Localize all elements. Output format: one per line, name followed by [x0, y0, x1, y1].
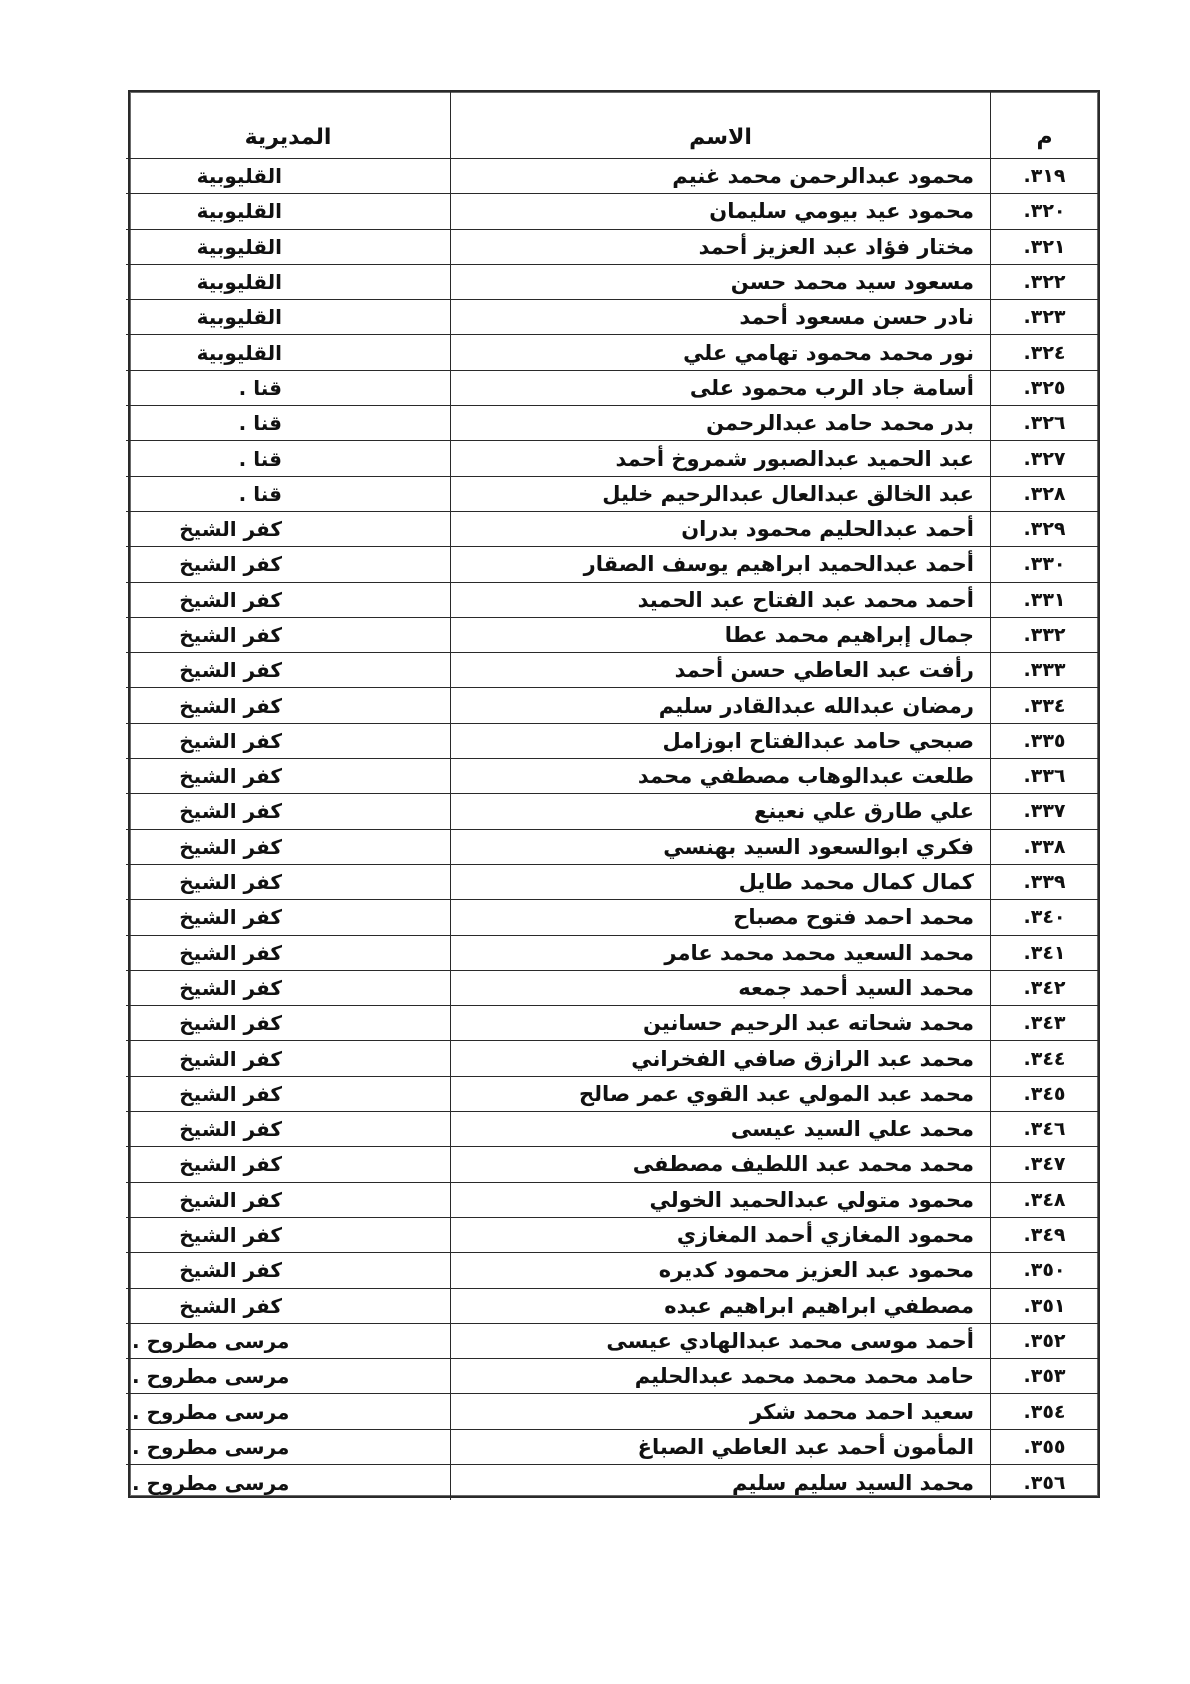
- directorate-name: كفر الشيخ: [179, 552, 282, 577]
- person-name: محمود عبدالرحمن محمد غنيم: [450, 159, 990, 194]
- row-number: ٣١٩.: [990, 159, 1098, 194]
- directorate-cell: [126, 936, 450, 971]
- directorate-name: مرسى مطروح .: [132, 1434, 290, 1459]
- directorate-cell: [126, 477, 450, 512]
- person-name: رأفت عبد العاطي حسن أحمد: [450, 653, 990, 688]
- directorate-cell: [126, 265, 450, 300]
- directorate-cell: [126, 1430, 450, 1465]
- person-name: أحمد محمد عبد الفتاح عبد الحميد: [450, 583, 990, 618]
- person-name: محمود عبد العزيز محمود كديره: [450, 1253, 990, 1288]
- row-number: ٣٢٠.: [990, 194, 1098, 229]
- person-name: عبد الخالق عبدالعال عبدالرحيم خليل: [450, 477, 990, 512]
- row-number: ٣٤١.: [990, 936, 1098, 971]
- row-number: ٣٢٨.: [990, 477, 1098, 512]
- person-name: محمد محمد عبد اللطيف مصطفى: [450, 1147, 990, 1182]
- person-name: محمد السيد سليم سليم: [450, 1465, 990, 1500]
- row-number: ٣٤٨.: [990, 1183, 1098, 1218]
- row-number: ٣٤٣.: [990, 1006, 1098, 1041]
- row-number: ٣٣٨.: [990, 830, 1098, 865]
- person-name: نور محمد محمود تهامي علي: [450, 335, 990, 370]
- person-name: أسامة جاد الرب محمود على: [450, 371, 990, 406]
- directorate-name: كفر الشيخ: [179, 1152, 282, 1177]
- row-number: ٣٥٦.: [990, 1465, 1098, 1500]
- directorate-name: القليوبية: [196, 340, 282, 365]
- directorate-name: كفر الشيخ: [179, 623, 282, 647]
- directorate-name: كفر الشيخ: [179, 975, 282, 1000]
- row-number: ٣٣٥.: [990, 724, 1098, 759]
- directorate-cell: [126, 618, 450, 653]
- row-number: ٣٤٦.: [990, 1112, 1098, 1147]
- directorate-name: كفر الشيخ: [179, 1293, 282, 1318]
- directorate-name: كفر الشيخ: [179, 1117, 282, 1142]
- person-name: كمال كمال محمد طايل: [450, 865, 990, 900]
- person-name: أحمد عبدالحميد ابراهيم يوسف الصقار: [450, 547, 990, 582]
- directorate-name: كفر الشيخ: [179, 799, 282, 824]
- row-number: ٣٤٢.: [990, 971, 1098, 1006]
- directorate-cell: [126, 583, 450, 618]
- directorate-name: قنا .: [238, 446, 282, 471]
- directorate-name: كفر الشيخ: [179, 870, 282, 895]
- directorate-name: قنا .: [238, 481, 282, 506]
- directorate-cell: [126, 865, 450, 900]
- row-number: ٣٣٦.: [990, 759, 1098, 794]
- directorate-name: قنا .: [238, 375, 282, 400]
- directorate-name: مرسى مطروح .: [132, 1399, 290, 1424]
- row-number: ٣٣٣.: [990, 653, 1098, 688]
- row-number: ٣٥٤.: [990, 1394, 1098, 1429]
- row-number: ٣٢٩.: [990, 512, 1098, 547]
- directorate-name: كفر الشيخ: [179, 1187, 282, 1212]
- row-number: ٣٥١.: [990, 1289, 1098, 1324]
- row-number: ٣٤٥.: [990, 1077, 1098, 1112]
- person-name: محمد احمد فتوح مصباح: [450, 900, 990, 935]
- directorate-cell: [126, 1218, 450, 1253]
- directorate-cell: [126, 1359, 450, 1394]
- person-name: محمود متولي عبدالحميد الخولي: [450, 1183, 990, 1218]
- row-number: ٣٥٣.: [990, 1359, 1098, 1394]
- directorate-cell: [126, 441, 450, 476]
- person-name: مصطفي ابراهيم ابراهيم عبده: [450, 1289, 990, 1324]
- person-name: مختار فؤاد عبد العزيز أحمد: [450, 230, 990, 265]
- row-number: ٣٢٢.: [990, 265, 1098, 300]
- directorate-cell: [126, 512, 450, 547]
- directorate-cell: [126, 300, 450, 335]
- person-name: أحمد عبدالحليم محمود بدران: [450, 512, 990, 547]
- directorate-cell: [126, 230, 450, 265]
- row-number: ٣٥٥.: [990, 1430, 1098, 1465]
- directorate-cell: [126, 1253, 450, 1288]
- directorate-name: كفر الشيخ: [179, 658, 282, 683]
- row-number: ٣٣٩.: [990, 865, 1098, 900]
- directorate-name: القليوبية: [196, 164, 282, 189]
- directorate-name: كفر الشيخ: [179, 728, 282, 753]
- directorate-name: كفر الشيخ: [179, 1258, 282, 1283]
- directorate-cell: [126, 1289, 450, 1324]
- directorate-cell: [126, 653, 450, 688]
- directorate-name: كفر الشيخ: [179, 834, 282, 859]
- directorate-cell: [126, 971, 450, 1006]
- row-number: ٣٣٧.: [990, 794, 1098, 829]
- person-name: محمد عبد الرازق صافي الفخراني: [450, 1041, 990, 1076]
- row-number: ٣٤٧.: [990, 1147, 1098, 1182]
- person-name: رمضان عبدالله عبدالقادر سليم: [450, 688, 990, 723]
- directorate-cell: [126, 1183, 450, 1218]
- row-number: ٣٣٠.: [990, 547, 1098, 582]
- directorate-cell: [126, 1112, 450, 1147]
- directorate-name: كفر الشيخ: [179, 905, 282, 930]
- row-number: ٣٣٤.: [990, 688, 1098, 723]
- directorate-cell: [126, 900, 450, 935]
- person-name: جمال إبراهيم محمد عطا: [450, 618, 990, 653]
- person-name: فكري ابوالسعود السيد بهنسي: [450, 830, 990, 865]
- person-name: علي طارق علي نعينع: [450, 794, 990, 829]
- directorate-cell: [126, 1041, 450, 1076]
- directorate-cell: [126, 1465, 450, 1500]
- directorate-name: مرسى مطروح .: [132, 1470, 290, 1495]
- row-number: ٣٢٣.: [990, 300, 1098, 335]
- person-name: سعيد احمد محمد شكر: [450, 1394, 990, 1429]
- person-name: المأمون أحمد عبد العاطي الصباغ: [450, 1430, 990, 1465]
- directorate-cell: [126, 759, 450, 794]
- directorate-name: مرسى مطروح .: [132, 1328, 290, 1353]
- row-number: ٣٣١.: [990, 583, 1098, 618]
- row-number: ٣٤٤.: [990, 1041, 1098, 1076]
- directorate-cell: [126, 1394, 450, 1429]
- directorate-cell: [126, 1147, 450, 1182]
- person-name: محمد شحاته عبد الرحيم حسانين: [450, 1006, 990, 1041]
- directorate-name: كفر الشيخ: [179, 1011, 282, 1036]
- names-table: [128, 90, 1100, 1498]
- person-name: محمود المغازي أحمد المغازي: [450, 1218, 990, 1253]
- directorate-name: كفر الشيخ: [179, 764, 282, 789]
- directorate-cell: [126, 1006, 450, 1041]
- directorate-name: مرسى مطروح .: [132, 1364, 290, 1389]
- directorate-name: القليوبية: [196, 199, 282, 224]
- person-name: محمد عبد المولي عبد القوي عمر صالح: [450, 1077, 990, 1112]
- row-number: ٣٤٠.: [990, 900, 1098, 935]
- directorate-name: كفر الشيخ: [179, 940, 282, 965]
- row-number: ٣٢١.: [990, 230, 1098, 265]
- person-name: محمد السيد أحمد جمعه: [450, 971, 990, 1006]
- header-number: م: [990, 92, 1098, 159]
- directorate-cell: [126, 159, 450, 194]
- person-name: طلعت عبدالوهاب مصطفي محمد: [450, 759, 990, 794]
- directorate-cell: [126, 335, 450, 370]
- directorate-cell: [126, 371, 450, 406]
- directorate-cell: [126, 688, 450, 723]
- row-number: ٣٤٩.: [990, 1218, 1098, 1253]
- directorate-cell: [126, 1324, 450, 1359]
- person-name: حامد محمد محمد محمد عبدالحليم: [450, 1359, 990, 1394]
- directorate-name: كفر الشيخ: [179, 1081, 282, 1106]
- row-number: ٣٥٠.: [990, 1253, 1098, 1288]
- person-name: صبحي حامد عبدالفتاح ابوزامل: [450, 724, 990, 759]
- directorate-cell: [126, 1077, 450, 1112]
- row-number: ٣٢٤.: [990, 335, 1098, 370]
- directorate-cell: [126, 794, 450, 829]
- directorate-cell: [126, 547, 450, 582]
- row-number: ٣٢٧.: [990, 441, 1098, 476]
- person-name: أحمد موسى محمد عبدالهادي عيسى: [450, 1324, 990, 1359]
- header-directorate: المديرية: [126, 92, 450, 159]
- person-name: عبد الحميد عبدالصبور شمروخ أحمد: [450, 441, 990, 476]
- header-name: الاسم: [450, 92, 990, 159]
- person-name: نادر حسن مسعود أحمد: [450, 300, 990, 335]
- directorate-name: كفر الشيخ: [179, 1046, 282, 1071]
- person-name: بدر محمد حامد عبدالرحمن: [450, 406, 990, 441]
- person-name: مسعود سيد محمد حسن: [450, 265, 990, 300]
- directorate-cell: [126, 406, 450, 441]
- directorate-name: كفر الشيخ: [179, 587, 282, 612]
- row-number: ٣٢٥.: [990, 371, 1098, 406]
- person-name: محمود عيد بيومي سليمان: [450, 194, 990, 229]
- directorate-name: القليوبية: [196, 305, 282, 330]
- row-number: ٣٣٢.: [990, 618, 1098, 653]
- directorate-name: كفر الشيخ: [179, 693, 282, 718]
- row-number: ٣٢٦.: [990, 406, 1098, 441]
- directorate-name: القليوبية: [196, 234, 282, 259]
- directorate-name: كفر الشيخ: [179, 517, 282, 542]
- directorate-cell: [126, 830, 450, 865]
- directorate-name: القليوبية: [196, 270, 282, 295]
- row-number: ٣٥٢.: [990, 1324, 1098, 1359]
- directorate-name: قنا .: [238, 411, 282, 436]
- directorate-cell: [126, 724, 450, 759]
- directorate-name: كفر الشيخ: [179, 1223, 282, 1248]
- person-name: محمد علي السيد عيسى: [450, 1112, 990, 1147]
- person-name: محمد السعيد محمد محمد عامر: [450, 936, 990, 971]
- directorate-cell: [126, 194, 450, 229]
